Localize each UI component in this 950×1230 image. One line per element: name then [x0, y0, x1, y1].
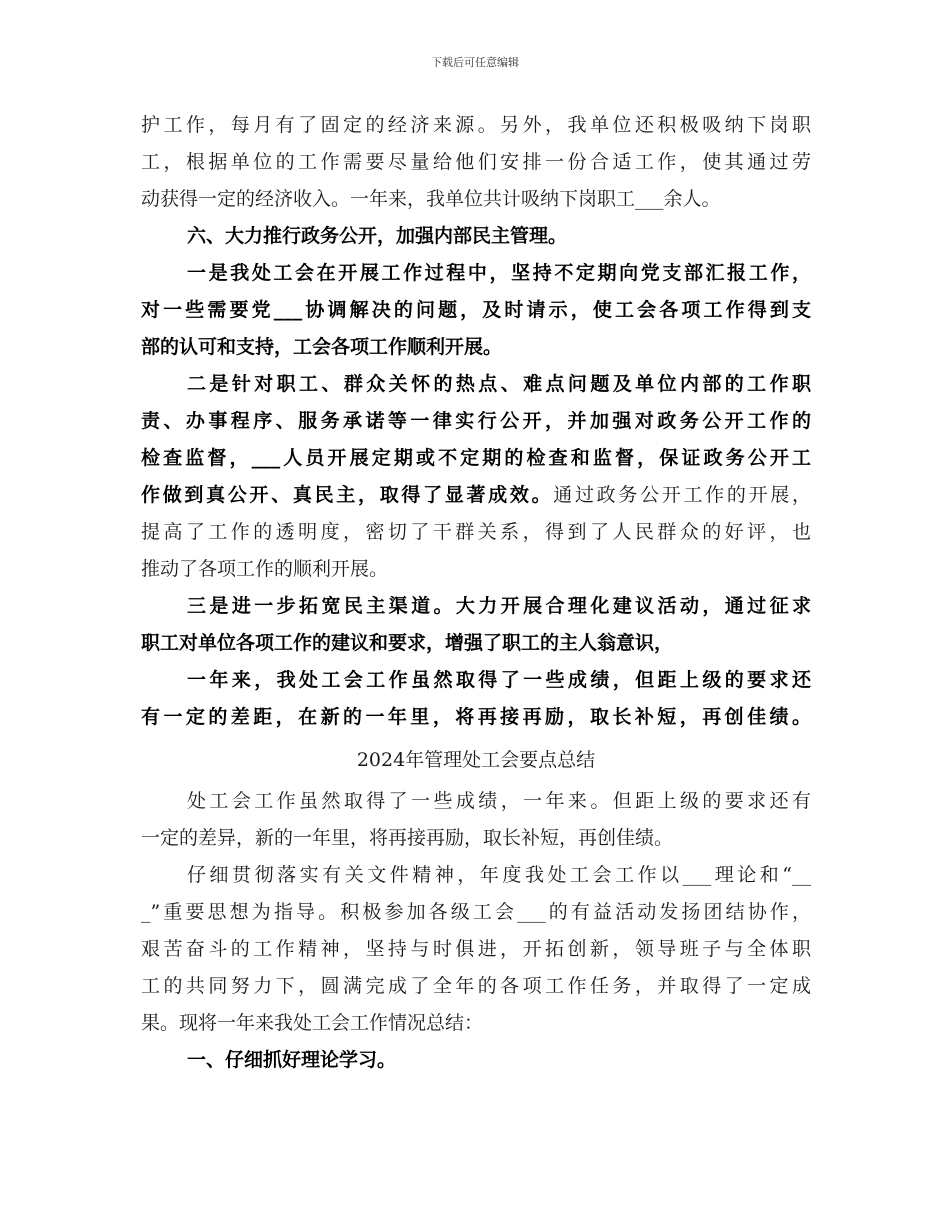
paragraph-line: 艰苦奋斗的工作精神，坚持与时俱进，开拓创新，领导班子与全体职 — [141, 938, 811, 960]
paragraph-line: 检查监督，___人员开展定期或不定期的检查和监督，保证政务公开工 — [141, 447, 811, 469]
paragraph-line: 处工会工作虽然取得了一些成绩，一年来。但距上级的要求还有 — [187, 790, 811, 812]
paragraph-line: 推动了各项工作的顺利开展。 — [141, 558, 389, 580]
section-heading: 六、大力推行政务公开，加强内部民主管理。 — [187, 225, 568, 247]
bold-segment: 作做到真公开、真民主，取得了显著成效。 — [141, 484, 554, 506]
paragraph-line: 工，根据单位的工作需要尽量给他们安排一份合适工作，使其通过劳 — [141, 151, 811, 173]
paragraph-line: 职工对单位各项工作的建议和要求，增强了职工的主人翁意识， — [141, 632, 674, 654]
paragraph-line: 工的共同努力下，圆满完成了全年的各项工作任务，并取得了一定成 — [141, 975, 811, 997]
document-body — [141, 107, 811, 1079]
paragraph-line: 部的认可和支持，工会各项工作顺利开展。 — [141, 336, 503, 358]
paragraph-line: 动获得一定的经济收入。一年来，我单位共计吸纳下岗职工___余人。 — [141, 188, 721, 210]
paragraph-line: 一定的差异，新的一年里，将再接再励，取长补短，再创佳绩。 — [141, 827, 674, 849]
paragraph-line-mixed — [141, 477, 811, 514]
paragraph-line: 对一些需要党___协调解决的问题，及时请示，使工会各项工作得到支 — [141, 299, 811, 321]
paragraph-line: 一是我处工会在开展工作过程中，坚持不定期向党支部汇报工作， — [187, 262, 811, 284]
paragraph-line: 二是针对职工、群众关怀的热点、难点问题及单位内部的工作职 — [187, 373, 811, 395]
paragraph-line: _”重要思想为指导。积极参加各级工会___的有益活动发扬团结协作， — [141, 901, 811, 923]
section-heading: 一、仔细抓好理论学习。 — [187, 1049, 397, 1071]
page-header-note: 下载后可任意编辑 — [431, 56, 519, 69]
paragraph-line: 护工作，每月有了固定的经济来源。另外，我单位还积极吸纳下岗职 — [141, 114, 811, 136]
paragraph-line: 有一定的差距，在新的一年里，将再接再励，取长补短，再创佳绩。 — [141, 706, 811, 728]
normal-segment: 通过政务公开工作的开展， — [553, 484, 811, 506]
paragraph-line: 仔细贯彻落实有关文件精神，年度我处工会工作以___理论和“__ — [187, 864, 811, 886]
document-title: 2024年管理处工会要点总结 — [356, 749, 596, 771]
paragraph-line: 一年来，我处工会工作虽然取得了一些成绩，但距上级的要求还 — [187, 669, 811, 691]
paragraph-line: 提高了工作的透明度，密切了干群关系，得到了人民群众的好评，也 — [141, 521, 811, 543]
paragraph-line: 责、办事程序、服务承诺等一律实行公开，并加强对政务公开工作的 — [141, 410, 811, 432]
paragraph-line: 三是进一步拓宽民主渠道。大力开展合理化建议活动，通过征求 — [187, 595, 811, 617]
paragraph-line: 果。现将一年来我处工会工作情况总结： — [141, 1012, 484, 1034]
